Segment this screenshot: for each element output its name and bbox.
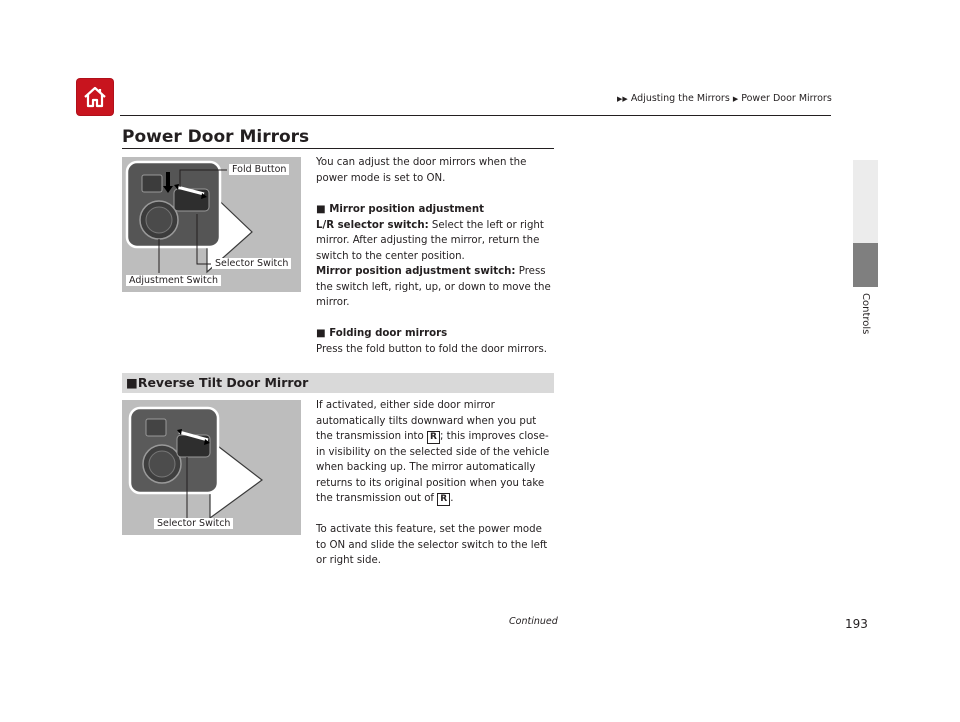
- side-tab-marker[interactable]: [853, 243, 878, 287]
- subsection-title: ■Reverse Tilt Door Mirror: [126, 375, 309, 390]
- callout-leaders: [122, 157, 301, 292]
- folding-heading: Folding door mirrors: [329, 328, 448, 339]
- section-folding: ■ Folding door mirrors Press the fold button to fold the door mirrors.: [316, 326, 554, 357]
- header-rule: [120, 115, 831, 116]
- activate-paragraph: [316, 522, 554, 569]
- intro-paragraph: [316, 155, 552, 186]
- reverse-tilt-selector-label: Selector Switch: [154, 518, 233, 529]
- reverse-tilt-figure: [122, 400, 301, 535]
- subsection-title-text: Reverse Tilt Door Mirror: [137, 375, 309, 390]
- lr-selector-label: L/R selector switch:: [316, 219, 429, 231]
- home-button[interactable]: [77, 79, 113, 115]
- fold-button-label: Fold Button: [229, 164, 289, 175]
- breadcrumb-arrow-icon: ▶▶: [617, 95, 628, 103]
- intro-text: You can adjust the door mirrors when the power mode is set to ON.: [316, 157, 527, 184]
- reverse-tilt-text-b: ; this improves close-in visibility on the selected side of the vehicle when backing up. The mirror automatically returns to its original position when you take the transmission out of: [316, 431, 550, 504]
- continued-label: Continued: [509, 616, 558, 627]
- folding-text: Press the fold button to fold the door mirrors.: [316, 343, 548, 355]
- gear-r-icon: R: [437, 493, 450, 506]
- side-tab-label[interactable]: Controls: [860, 293, 871, 335]
- reverse-tilt-text-c: .: [450, 493, 454, 504]
- reverse-tilt-paragraph: [316, 398, 554, 507]
- breadcrumb-item-power-door-mirrors[interactable]: Power Door Mirrors: [741, 93, 832, 104]
- reverse-tilt-illustration: [122, 400, 301, 535]
- activate-text: To activate this feature, set the power mode to ON and slide the selector switch to the left or right side.: [316, 524, 548, 566]
- adjustment-switch-text: Press the switch left, right, up, or down to move the mirror.: [316, 266, 551, 308]
- home-icon: [82, 84, 108, 110]
- selector-switch-label: Selector Switch: [212, 258, 291, 269]
- gear-r-icon: R: [427, 431, 440, 444]
- adjustment-switch-label: Adjustment Switch: [126, 275, 221, 286]
- breadcrumb-item-adjusting-mirrors[interactable]: Adjusting the Mirrors: [630, 93, 730, 104]
- adjustment-switch-heading: Mirror position adjustment switch:: [316, 266, 516, 277]
- page-title: Power Door Mirrors: [122, 127, 310, 147]
- side-tab-background: [853, 160, 878, 243]
- reverse-tilt-text-a: If activated, either side door mirror automatically tilts downward when you put the transmission into: [316, 400, 537, 442]
- breadcrumb-arrow-icon: ▶: [732, 95, 739, 103]
- breadcrumb: [617, 93, 832, 104]
- title-rule: [122, 148, 554, 149]
- section-mirror-position: ■ Mirror position adjustment L/R selector switch: Select the left or right mirror. After adjusting the mirror, return the switch to the center position. Mirror position adjustment switch: Press the switch left, right, up, or down to move the mirror.: [316, 204, 551, 308]
- mirror-position-heading: Mirror position adjustment: [329, 204, 484, 215]
- page-number: 193: [845, 617, 868, 631]
- lr-selector-text: Select the left or right mirror. After adjusting the mirror, return the switch to the center position.: [316, 219, 544, 262]
